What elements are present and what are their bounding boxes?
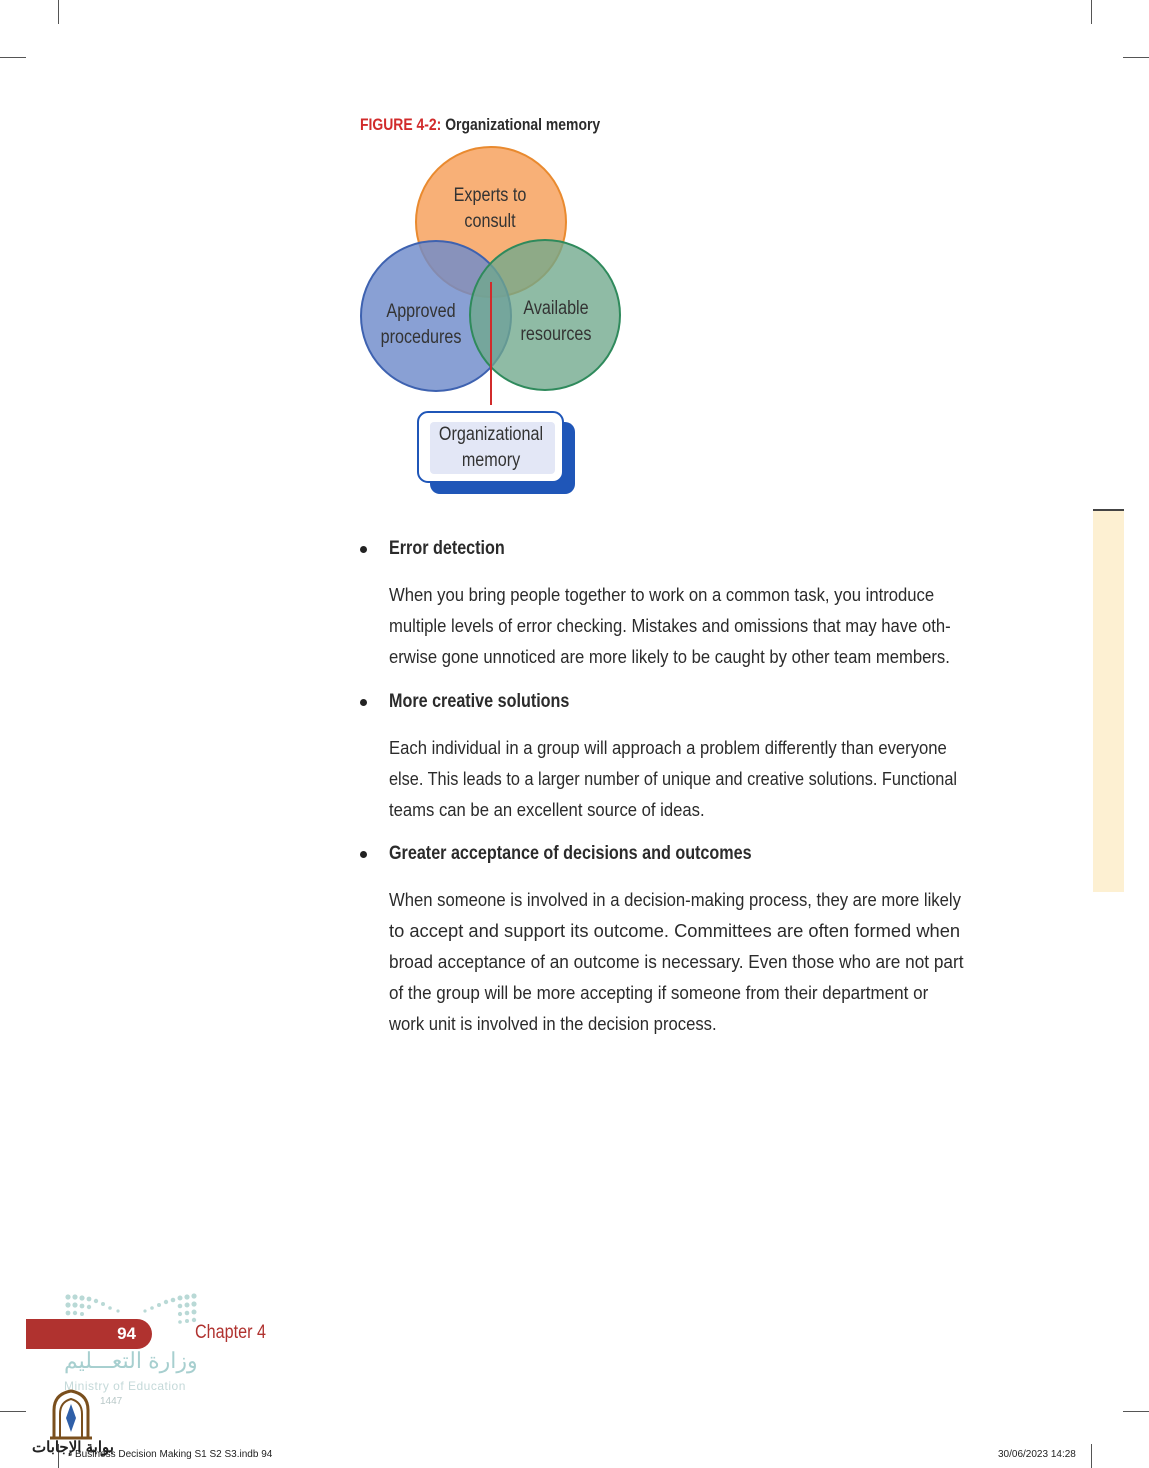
section-paragraph [389, 579, 985, 672]
print-slug: Business Decision Making S1 S2 S3.indb 94 [75, 1449, 273, 1460]
paragraph-line: of the group will be more accepting if someone from their department or [389, 982, 929, 1003]
bullet-icon [360, 851, 367, 858]
paragraph-line: Each individual in a group will approach a problem differently than everyone [389, 737, 947, 758]
crop-mark [1091, 1444, 1092, 1468]
ministry-year: 1447 [100, 1396, 123, 1407]
venn-label-experts-line2: consult [464, 211, 516, 232]
crop-mark [58, 0, 59, 24]
venn-label-resources-line1: Available [523, 298, 589, 319]
crop-mark [1123, 57, 1149, 58]
crop-mark [0, 57, 26, 58]
bullet-icon [360, 546, 367, 553]
paragraph-line: erwise gone unnoticed are more likely to be caught by other team members. [389, 646, 950, 667]
watermark-logo-icon [48, 1388, 94, 1440]
figure-number: FIGURE 4-2: [360, 115, 442, 134]
crop-mark [1091, 0, 1092, 24]
paragraph-line: broad acceptance of an outcome is necessary. Even those who are not part [389, 951, 964, 972]
venn-label-procedures [369, 299, 473, 351]
result-label [431, 422, 552, 474]
result-label-line2: memory [461, 450, 521, 471]
ministry-arabic-name: وزارة التعـــليم [64, 1348, 198, 1373]
watermark-text: بوابة الإجابات [32, 1439, 114, 1456]
chapter-side-tab [1093, 509, 1124, 892]
section-heading: More creative solutions [389, 691, 570, 712]
paragraph-line: multiple levels of error checking. Mistakes and omissions that may have oth- [389, 615, 951, 636]
venn-label-resources [504, 296, 608, 348]
bullet-icon [360, 699, 367, 706]
venn-label-resources-line2: resources [520, 324, 592, 345]
paragraph-line: to accept and support its outcome. Committees are often formed when [389, 920, 961, 941]
figure-caption [360, 115, 600, 135]
figure-title: Organizational memory [445, 115, 601, 134]
ministry-english-name: Ministry of Education [64, 1379, 186, 1393]
section-heading: Error detection [389, 538, 505, 559]
print-date: 30/06/2023 14:28 [998, 1449, 1076, 1460]
paragraph-line: When someone is involved in a decision-making process, they are more likely [389, 889, 961, 910]
paragraph-line: else. This leads to a larger number of unique and creative solutions. Functional [389, 768, 958, 789]
venn-label-procedures-line1: Approved [386, 301, 456, 322]
section-heading: Greater acceptance of decisions and outcomes [389, 843, 752, 864]
venn-label-procedures-line2: procedures [380, 327, 462, 348]
venn-label-experts-line1: Experts to [453, 185, 527, 206]
crop-mark [1123, 1411, 1149, 1412]
paragraph-line: work unit is involved in the decision process. [389, 1013, 717, 1034]
page-number-badge: 94 [26, 1319, 152, 1349]
section-paragraph [389, 884, 985, 1039]
chapter-label: Chapter 4 [195, 1322, 266, 1343]
paragraph-line: teams can be an excellent source of ideas. [389, 799, 705, 820]
result-label-line1: Organizational [438, 424, 544, 445]
paragraph-line: When you bring people together to work on a common task, you introduce [389, 584, 935, 605]
venn-label-experts [431, 183, 550, 235]
section-paragraph [389, 732, 985, 825]
crop-mark [0, 1411, 26, 1412]
